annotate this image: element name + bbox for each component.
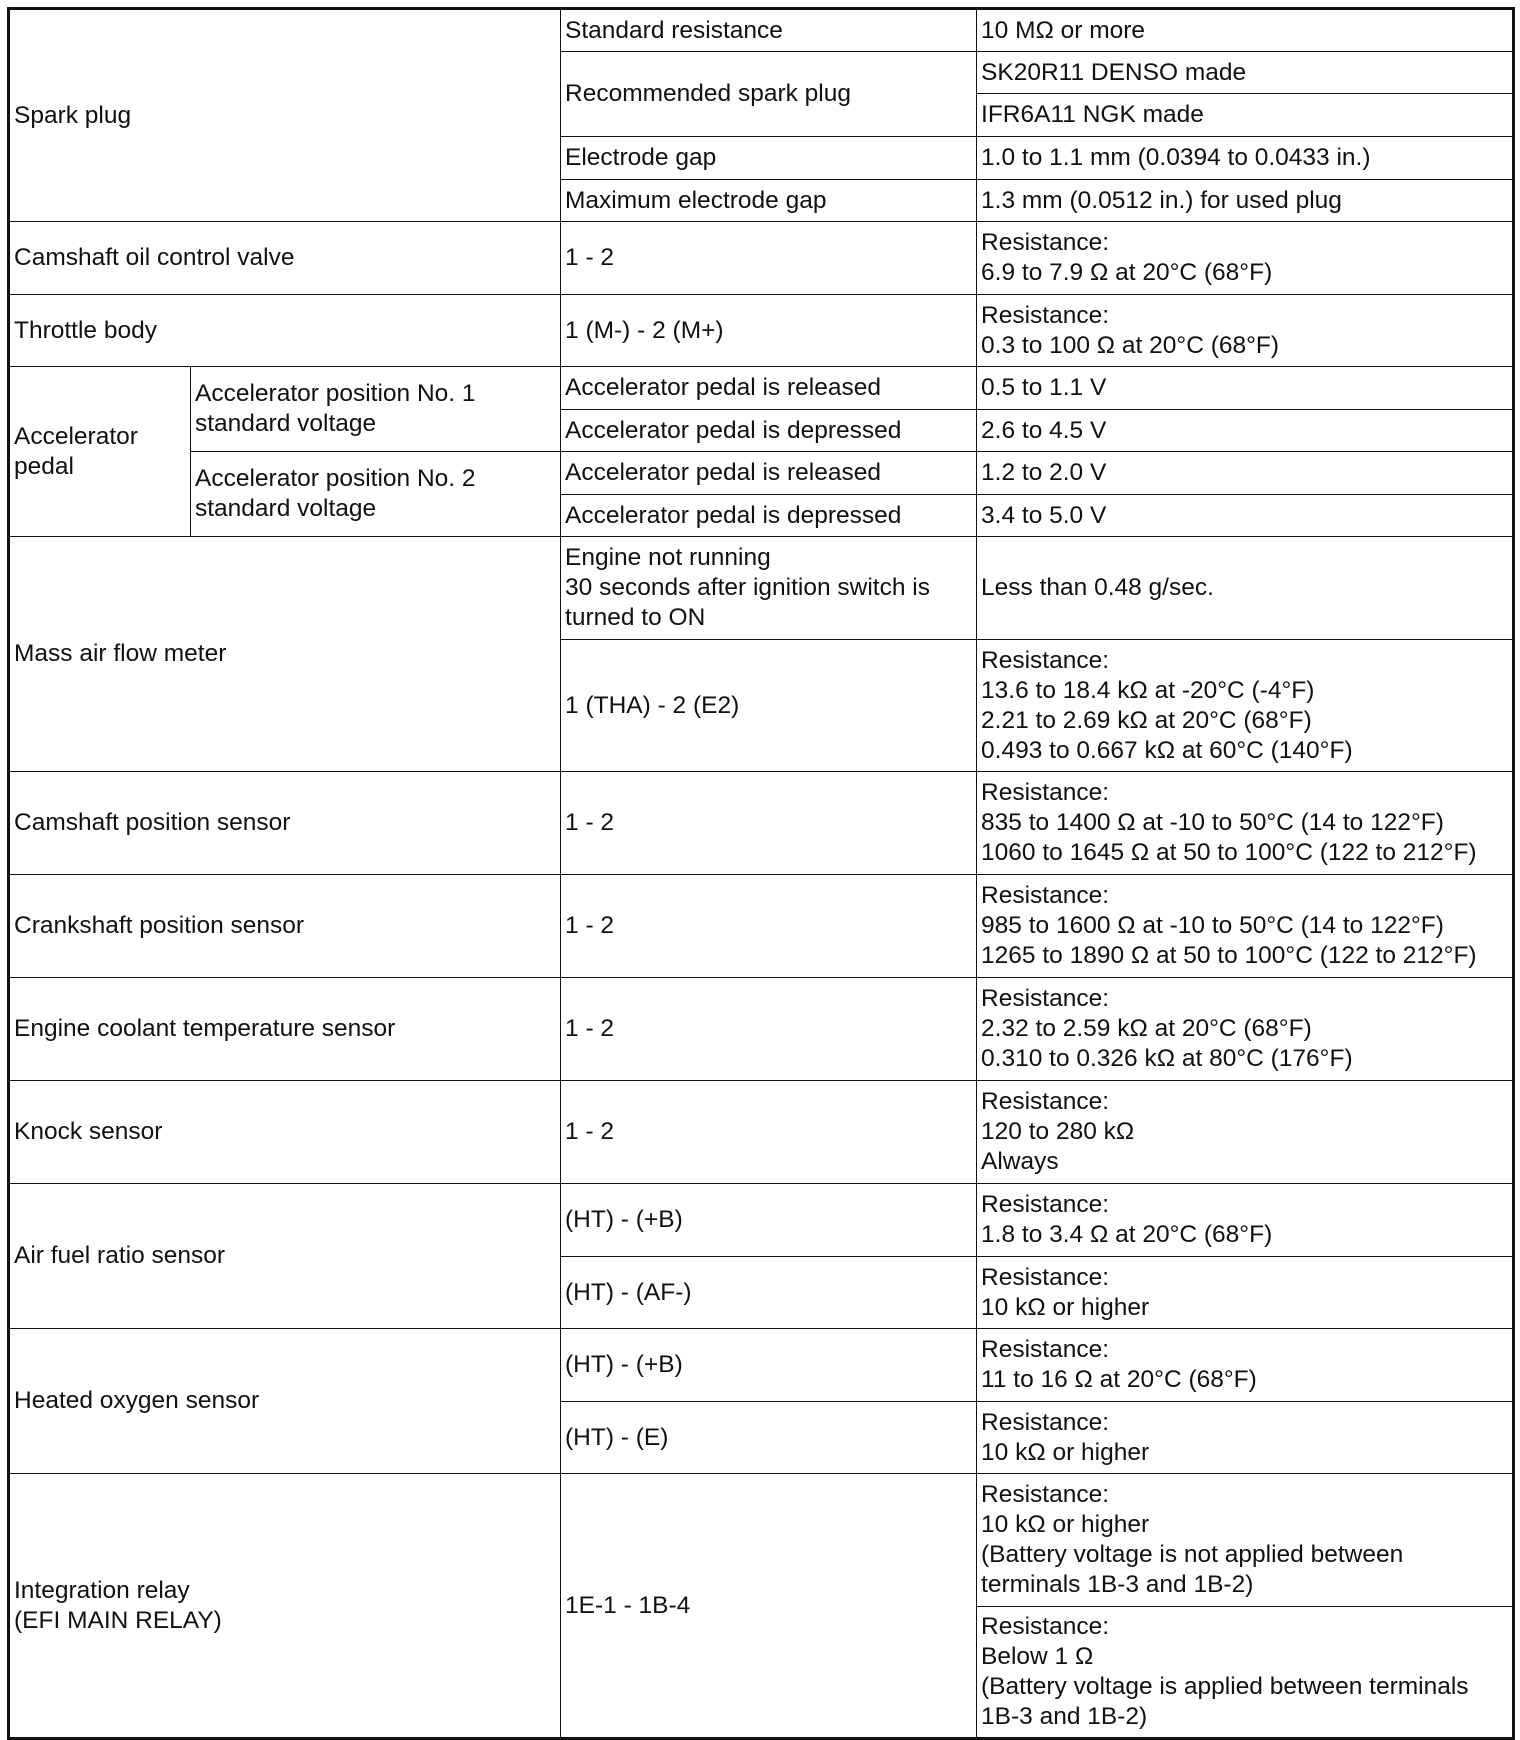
value-cell: Resistance: 13.6 to 18.4 kΩ at -20°C (-4°F) 2.21 to 2.69 kΩ at 20°C (68°F) 0.493 to 0.667 kΩ at 60°C (140°F) bbox=[977, 640, 1514, 772]
table-row bbox=[9, 1081, 1514, 1184]
condition-cell: 1E-1 - 1B-4 bbox=[561, 1474, 977, 1739]
component-cell: Integration relay (EFI MAIN RELAY) bbox=[9, 1474, 561, 1739]
condition-cell: Accelerator pedal is depressed bbox=[561, 410, 977, 452]
value-cell: Resistance: 6.9 to 7.9 Ω at 20°C (68°F) bbox=[977, 222, 1514, 295]
value-cell: 0.5 to 1.1 V bbox=[977, 367, 1514, 410]
value-cell: Resistance: 2.32 to 2.59 kΩ at 20°C (68°F) 0.310 to 0.326 kΩ at 80°C (176°F) bbox=[977, 978, 1514, 1081]
value-cell: 3.4 to 5.0 V bbox=[977, 495, 1514, 537]
component-cell: Heated oxygen sensor bbox=[9, 1329, 561, 1474]
value-cell: Less than 0.48 g/sec. bbox=[977, 537, 1514, 640]
value-cell: SK20R11 DENSO made bbox=[977, 52, 1514, 94]
condition-cell: 1 - 2 bbox=[561, 1081, 977, 1184]
condition-cell: 1 - 2 bbox=[561, 222, 977, 295]
subgroup-cell: Accelerator position No. 1 standard voltage bbox=[191, 367, 561, 452]
table-row bbox=[9, 9, 1514, 52]
value-cell: Resistance: 985 to 1600 Ω at -10 to 50°C (14 to 122°F) 1265 to 1890 Ω at 50 to 100°C (122 to 212°F) bbox=[977, 875, 1514, 978]
condition-cell: Accelerator pedal is released bbox=[561, 367, 977, 410]
component-cell: Air fuel ratio sensor bbox=[9, 1184, 561, 1329]
condition-cell: Electrode gap bbox=[561, 137, 977, 180]
table-row bbox=[9, 222, 1514, 295]
condition-cell: Standard resistance bbox=[561, 9, 977, 52]
table-row bbox=[9, 978, 1514, 1081]
value-cell: 1.2 to 2.0 V bbox=[977, 452, 1514, 495]
table-row bbox=[9, 772, 1514, 875]
value-cell: Resistance: 10 kΩ or higher (Battery voltage is not applied between terminals 1B-3 and 1B-2) bbox=[977, 1474, 1514, 1607]
value-cell: Resistance: 10 kΩ or higher bbox=[977, 1402, 1514, 1474]
value-cell: Resistance: 120 to 280 kΩ Always bbox=[977, 1081, 1514, 1184]
component-cell: Camshaft oil control valve bbox=[9, 222, 561, 295]
table-row bbox=[9, 875, 1514, 978]
condition-cell: (HT) - (E) bbox=[561, 1402, 977, 1474]
condition-cell: 1 - 2 bbox=[561, 875, 977, 978]
table-row bbox=[9, 1329, 1514, 1402]
value-cell: 1.0 to 1.1 mm (0.0394 to 0.0433 in.) bbox=[977, 137, 1514, 180]
value-cell: 10 MΩ or more bbox=[977, 9, 1514, 52]
condition-cell: 1 (THA) - 2 (E2) bbox=[561, 640, 977, 772]
value-cell: Resistance: 11 to 16 Ω at 20°C (68°F) bbox=[977, 1329, 1514, 1402]
component-cell: Engine coolant temperature sensor bbox=[9, 978, 561, 1081]
table-row bbox=[9, 367, 1514, 410]
value-cell: 2.6 to 4.5 V bbox=[977, 410, 1514, 452]
condition-cell: Recommended spark plug bbox=[561, 52, 977, 137]
component-cell: Accelerator pedal bbox=[9, 367, 191, 537]
component-cell: Camshaft position sensor bbox=[9, 772, 561, 875]
condition-cell: Accelerator pedal is depressed bbox=[561, 495, 977, 537]
condition-cell: Accelerator pedal is released bbox=[561, 452, 977, 495]
value-cell: IFR6A11 NGK made bbox=[977, 94, 1514, 137]
condition-cell: (HT) - (AF-) bbox=[561, 1257, 977, 1329]
value-cell: Resistance: Below 1 Ω (Battery voltage is applied between terminals 1B-3 and 1B-2) bbox=[977, 1607, 1514, 1739]
subgroup-cell: Accelerator position No. 2 standard voltage bbox=[191, 452, 561, 537]
condition-cell: (HT) - (+B) bbox=[561, 1184, 977, 1257]
specification-table bbox=[7, 7, 1515, 1740]
component-cell: Knock sensor bbox=[9, 1081, 561, 1184]
component-cell: Throttle body bbox=[9, 295, 561, 367]
table-row bbox=[9, 452, 1514, 495]
value-cell: Resistance: 0.3 to 100 Ω at 20°C (68°F) bbox=[977, 295, 1514, 367]
condition-cell: Maximum electrode gap bbox=[561, 180, 977, 222]
condition-cell: (HT) - (+B) bbox=[561, 1329, 977, 1402]
condition-cell: 1 (M-) - 2 (M+) bbox=[561, 295, 977, 367]
table-row bbox=[9, 295, 1514, 367]
component-cell: Mass air flow meter bbox=[9, 537, 561, 772]
condition-cell: 1 - 2 bbox=[561, 772, 977, 875]
value-cell: 1.3 mm (0.0512 in.) for used plug bbox=[977, 180, 1514, 222]
table-row bbox=[9, 537, 1514, 640]
value-cell: Resistance: 835 to 1400 Ω at -10 to 50°C (14 to 122°F) 1060 to 1645 Ω at 50 to 100°C (122 to 212°F) bbox=[977, 772, 1514, 875]
condition-cell: 1 - 2 bbox=[561, 978, 977, 1081]
condition-cell: Engine not running 30 seconds after ignition switch is turned to ON bbox=[561, 537, 977, 640]
value-cell: Resistance: 1.8 to 3.4 Ω at 20°C (68°F) bbox=[977, 1184, 1514, 1257]
component-cell: Crankshaft position sensor bbox=[9, 875, 561, 978]
value-cell: Resistance: 10 kΩ or higher bbox=[977, 1257, 1514, 1329]
table-row bbox=[9, 1474, 1514, 1607]
table-row bbox=[9, 1184, 1514, 1257]
component-cell: Spark plug bbox=[9, 9, 561, 222]
